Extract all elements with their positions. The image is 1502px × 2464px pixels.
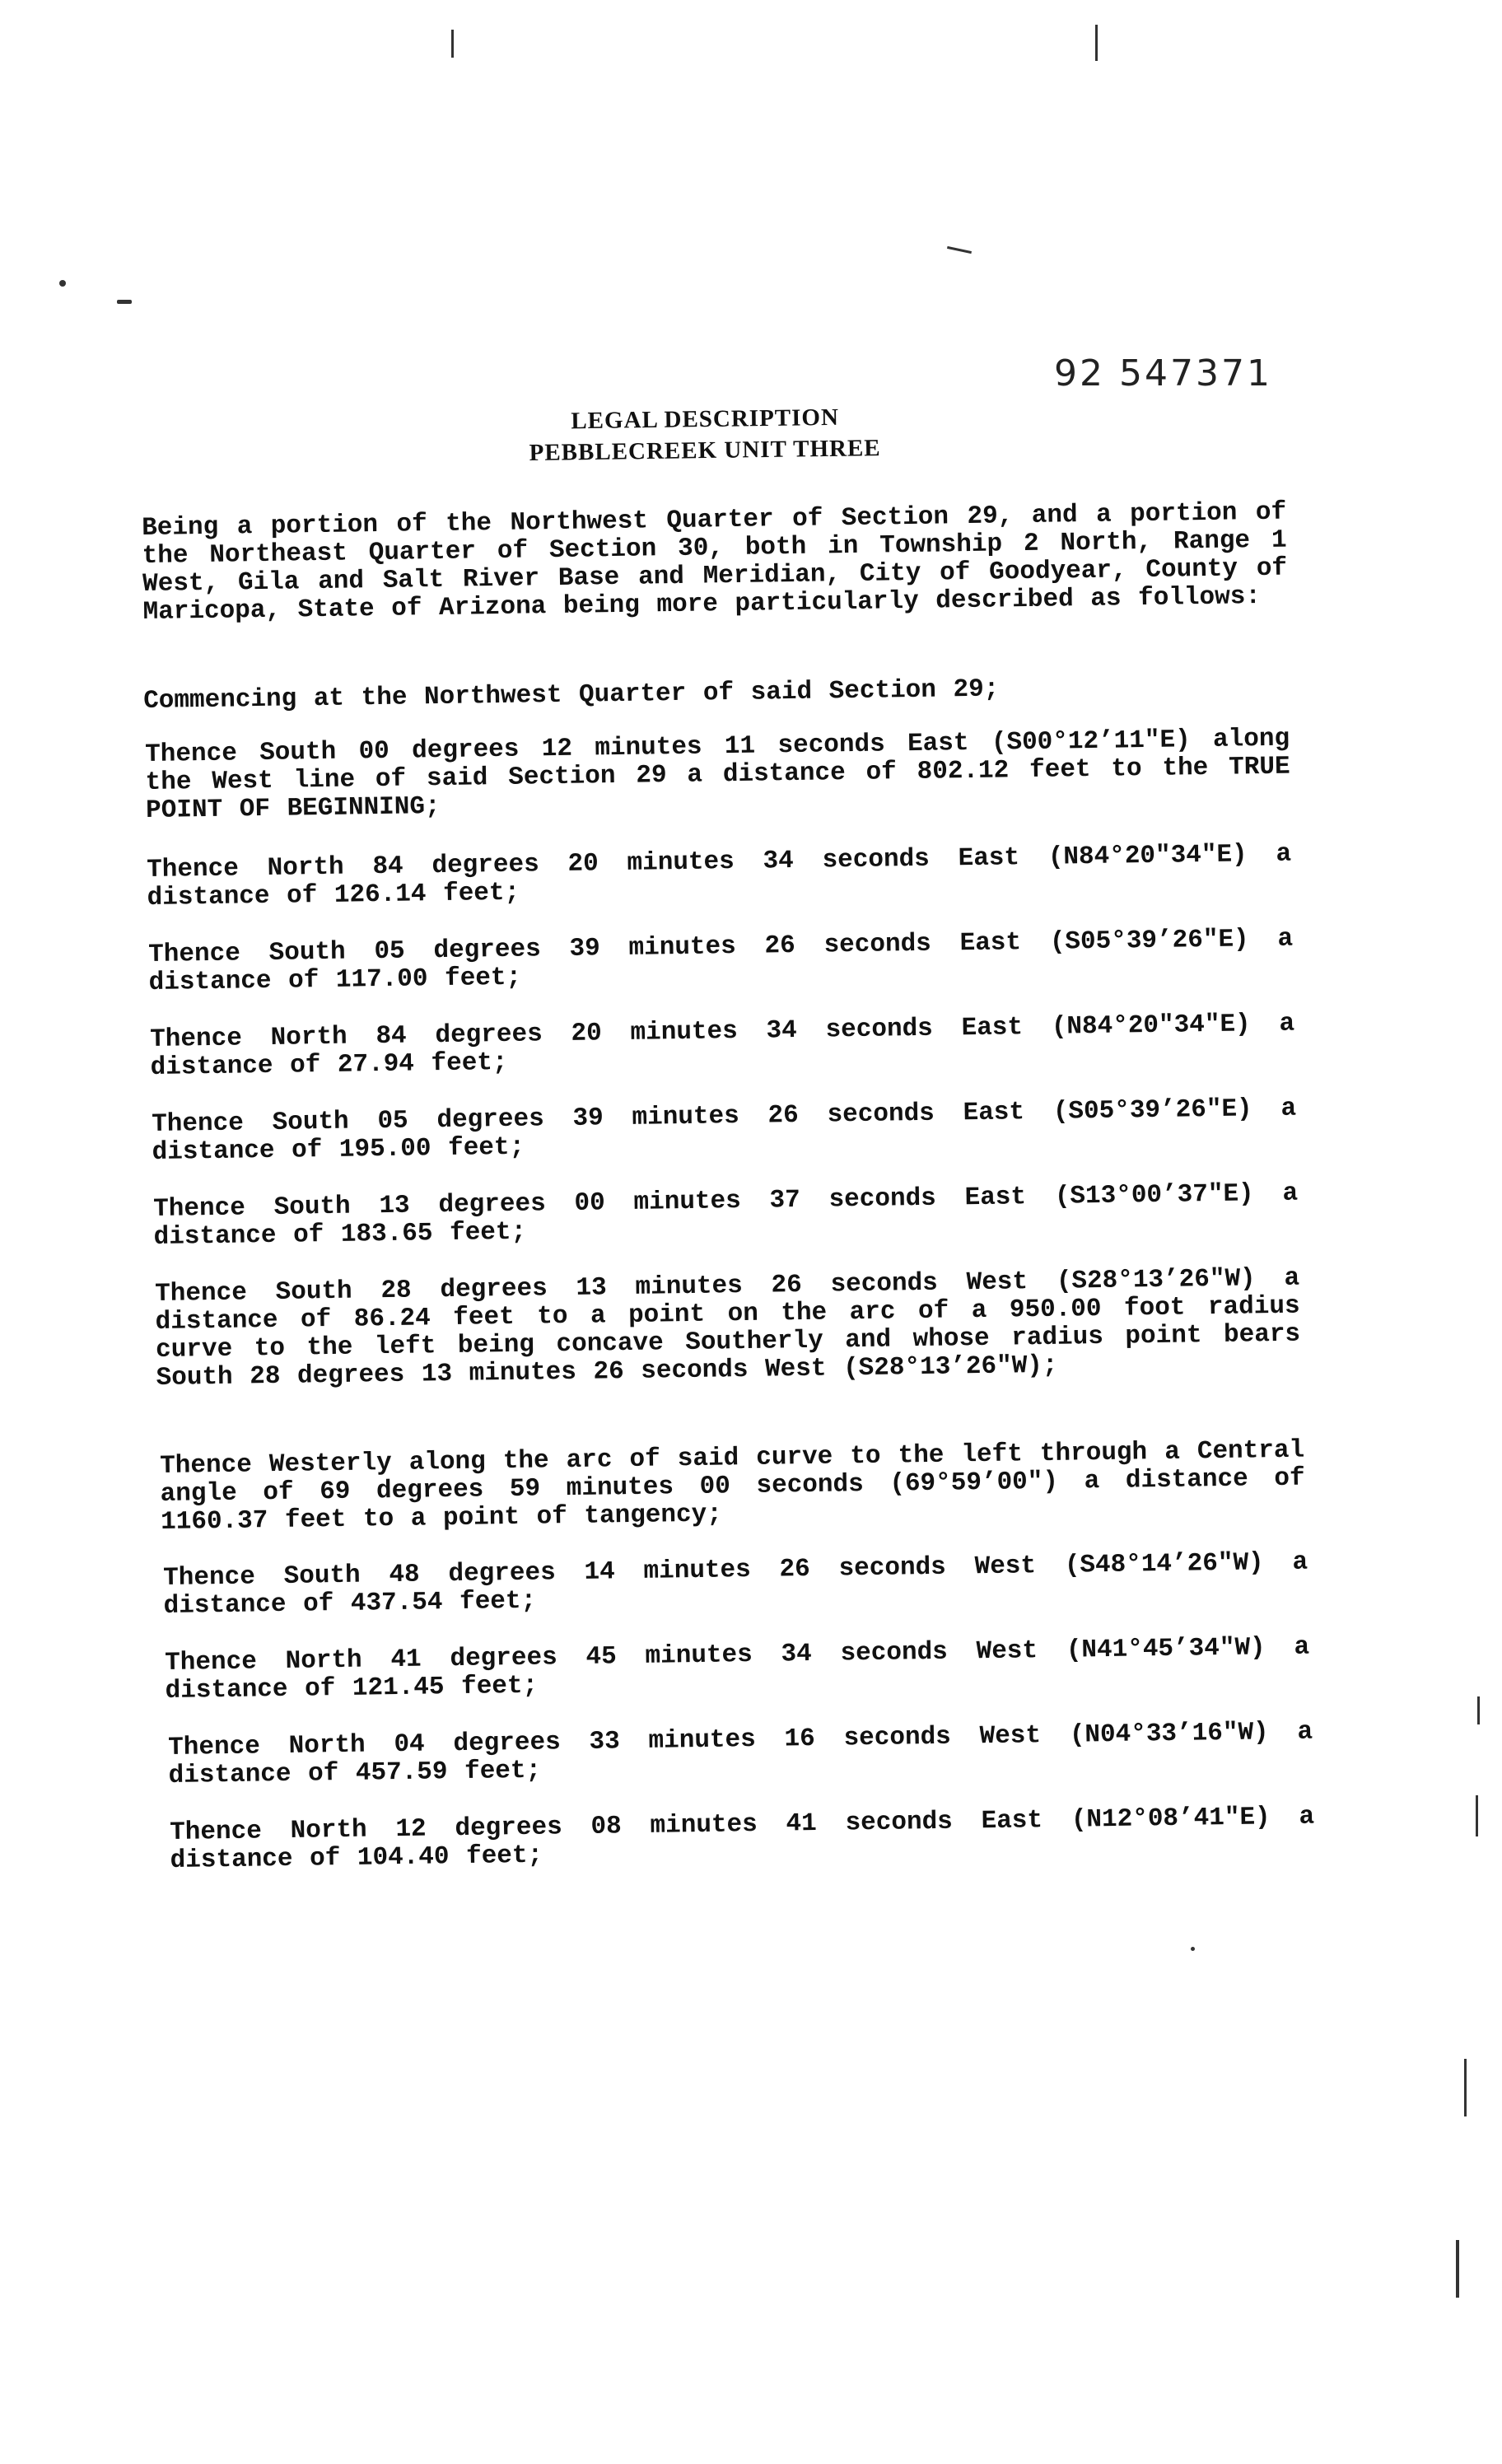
scan-mark <box>1464 2059 1467 2116</box>
document-subtitle: PEBBLECREEK UNIT THREE <box>529 435 881 467</box>
scan-mark <box>1477 1696 1480 1724</box>
paragraph-course: Thence North 84 degrees 20 minutes 34 seconds East (N84°20"34"E) a distance of 126.14 feet; <box>146 839 1292 912</box>
scan-mark <box>451 30 454 58</box>
scan-mark <box>117 300 132 304</box>
paragraph-commencing: Commencing at the Northwest Quarter of said Section 29; <box>142 674 1000 716</box>
scan-mark <box>59 280 66 287</box>
scan-mark <box>947 246 972 254</box>
paragraph-course: Thence South 05 degrees 39 minutes 26 seconds East (S05°39’26"E) a distance of 117.00 feet; <box>147 924 1294 997</box>
paragraph-course: Thence South 00 degrees 12 minutes 11 seconds East (S00°12’11"E) along the West line of said Section 29 a distance of 802.12 feet to the TRUE POINT OF BEGINNING; <box>144 724 1290 825</box>
paragraph-preamble: Being a portion of the Northwest Quarter of Section 29, and a portion of the Northeast Quarter of Section 30, both in Township 2 North, Range 1 West, Gila and Salt River Base and Meridian, City of Goodyear, County of Maricopa, State of Arizona being more particularly described as follows: <box>141 497 1288 627</box>
paragraph-course: Thence North 84 degrees 20 minutes 34 seconds East (N84°20"34"E) a distance of 27.94 feet; <box>149 1009 1295 1082</box>
document-title: LEGAL DESCRIPTION <box>571 404 840 435</box>
scan-mark <box>1476 1795 1478 1836</box>
paragraph-course: Thence South 05 degrees 39 minutes 26 seconds East (S05°39’26"E) a distance of 195.00 feet; <box>151 1094 1297 1167</box>
scan-mark <box>1191 1947 1195 1951</box>
paragraph-course: Thence North 12 degrees 08 minutes 41 seconds East (N12°08’41"E) a distance of 104.40 feet; <box>169 1802 1315 1875</box>
paragraph-course: Thence North 04 degrees 33 minutes 16 seconds West (N04°33’16"W) a distance of 457.59 feet; <box>167 1717 1313 1790</box>
paragraph-course: Thence North 41 degrees 45 minutes 34 seconds West (N41°45’34"W) a distance of 121.45 feet; <box>164 1632 1310 1706</box>
scan-mark <box>1456 2240 1459 2298</box>
document-number: 92 547371 <box>1054 352 1272 394</box>
paragraph-course: Thence South 28 degrees 13 minutes 26 seconds West (S28°13’26"W) a distance of 86.24 feet to a point on the arc of a 950.00 foot radius curve to the left being concave Southerly and whose radius point bears South 28 degrees 13 minutes 26 seconds West (S28°13’26"W); <box>154 1263 1301 1393</box>
scan-mark <box>1095 25 1098 61</box>
paragraph-course: Thence Westerly along the arc of said curve to the left through a Central angle of 69 degrees 59 minutes 00 seconds (69°59’00") a distance of 1160.37 feet to a point of tangency; <box>159 1435 1305 1537</box>
paragraph-course: Thence South 48 degrees 14 minutes 26 seconds West (S48°14’26"W) a distance of 437.54 feet; <box>162 1547 1308 1621</box>
paragraph-course: Thence South 13 degrees 00 minutes 37 seconds East (S13°00’37"E) a distance of 183.65 feet; <box>152 1178 1299 1252</box>
